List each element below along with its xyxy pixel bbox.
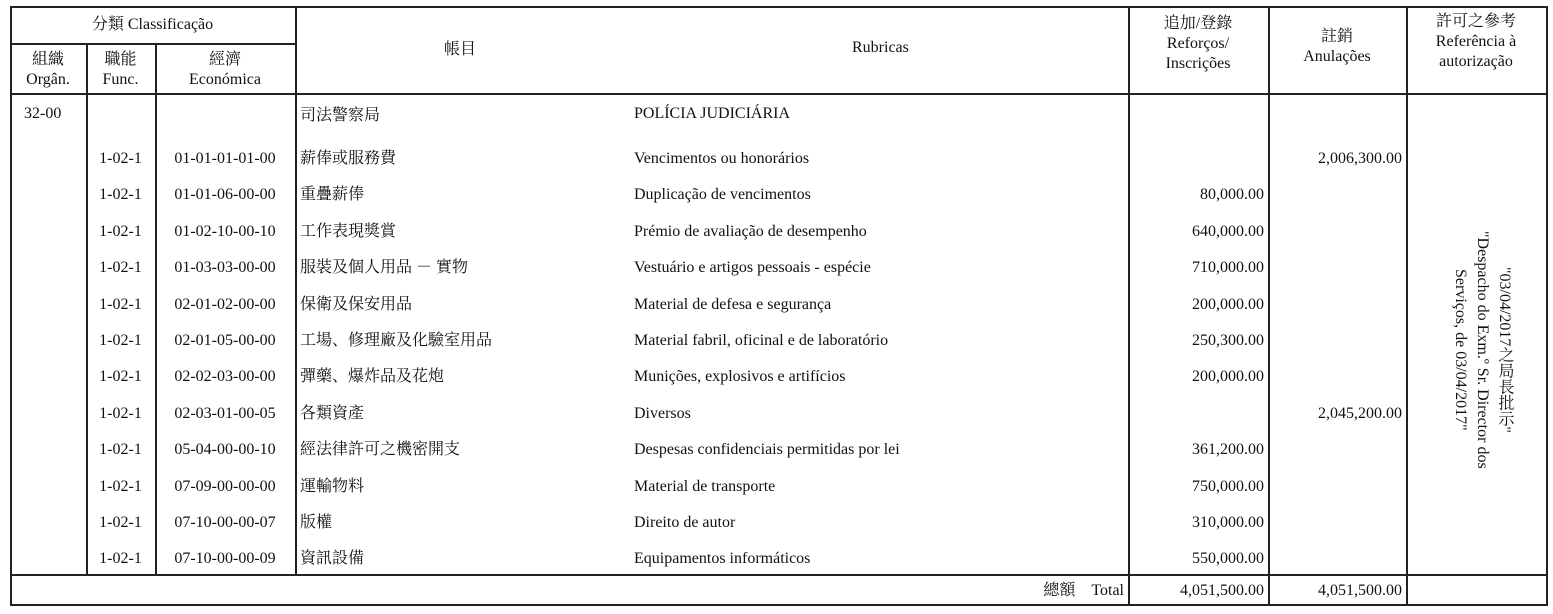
rule-top [10,6,1548,8]
cell-reforco: 361,200.00 [1192,441,1264,458]
cell-reforco: 750,000.00 [1192,478,1264,495]
cell-reforco: 310,000.00 [1192,514,1264,531]
cell-item-zh: 各類資產 [300,405,365,422]
cell-functional: 1-02-1 [99,150,142,167]
header-rubricas: Rubricas [852,39,909,56]
authorization-ref-line-2: "Despacho do Exm.º Sr. Director dos [1474,231,1491,469]
cell-functional: 1-02-1 [99,441,142,458]
col-sep-anulacoes [1406,6,1408,605]
cell-reforco: 250,300.00 [1192,332,1264,349]
cell-anulacao: 2,006,300.00 [1318,150,1402,167]
cell-rubrica-pt: Material fabril, oficinal e de laboratório [634,332,889,349]
cell-economic: 01-02-10-00-10 [174,223,276,240]
cell-economic: 01-01-01-01-00 [174,150,276,167]
cell-economic: 02-01-02-00-00 [174,296,276,313]
cell-functional: 1-02-1 [99,186,142,203]
cell-economic: 02-01-05-00-00 [174,332,276,349]
cell-rubrica-pt: Equipamentos informáticos [634,550,811,567]
cell-reforco: 550,000.00 [1192,550,1264,567]
cell-item-zh: 運輸物料 [300,478,365,495]
header-economic: 經濟 Económica [189,51,261,88]
header-item-zh: 帳目 [444,41,477,58]
cell-rubrica-pt: Prémio de avaliação de desempenho [634,223,867,240]
total-anulacoes: 4,051,500.00 [1318,582,1402,599]
rule-total-top [10,574,1548,576]
cell-reforco: 200,000.00 [1192,296,1264,313]
header-authorization: 許可之參考 Referência à autorização [1435,13,1517,70]
cell-reforco: 200,000.00 [1192,368,1264,385]
cell-item-zh: 薪俸或服務費 [300,150,397,167]
cell-functional: 1-02-1 [99,296,142,313]
rule-header-bottom [10,93,1548,95]
organic-code: 32-00 [24,105,62,122]
authorization-ref-line-1: "03/04/2017之局長批示" [1496,267,1513,433]
cell-economic: 02-03-01-00-05 [174,405,276,422]
col-edge-left [10,6,12,605]
cell-rubrica-pt: Despesas confidenciais permitidas por lei [634,441,900,458]
cell-anulacao: 2,045,200.00 [1318,405,1402,422]
cell-item-zh: 資訊設備 [300,550,365,567]
cell-functional: 1-02-1 [99,550,142,567]
cell-economic: 01-03-03-00-00 [174,259,276,276]
cell-economic: 07-10-00-00-07 [174,514,276,531]
cell-rubrica-pt: Material de transporte [634,478,776,495]
cell-item-zh: 工場、修理廠及化驗室用品 [300,332,493,349]
cell-item-zh: 重疊薪俸 [300,186,365,203]
cell-item-zh: 版權 [300,514,333,531]
department-name-pt: POLÍCIA JUDICIÁRIA [634,105,790,122]
cell-rubrica-pt: Munições, explosivos e artifícios [634,368,846,385]
department-name-zh: 司法警察局 [300,107,381,124]
header-organic: 組織 Orgân. [26,51,70,88]
cell-functional: 1-02-1 [99,368,142,385]
cell-item-zh: 服裝及個人用品 － 實物 [300,259,469,276]
cell-rubrica-pt: Vencimentos ou honorários [634,150,810,167]
cell-economic: 07-10-00-00-09 [174,550,276,567]
col-sep-reforcos [1268,6,1270,605]
rule-bottom [10,604,1548,606]
cell-item-zh: 彈藥、爆炸品及花炮 [300,368,445,385]
header-classification: 分類 Classificação [91,16,214,33]
cell-rubrica-pt: Material de defesa e segurança [634,296,832,313]
cell-rubrica-pt: Duplicação de vencimentos [634,186,811,203]
cell-functional: 1-02-1 [99,259,142,276]
cell-reforco: 710,000.00 [1192,259,1264,276]
header-reinforcements: 追加/登錄 Reforços/ Inscrições [1163,15,1233,72]
cell-functional: 1-02-1 [99,478,142,495]
total-reforcos: 4,051,500.00 [1180,582,1264,599]
cell-rubrica-pt: Direito de autor [634,514,736,531]
cell-functional: 1-02-1 [99,223,142,240]
cell-functional: 1-02-1 [99,332,142,349]
cell-functional: 1-02-1 [99,514,142,531]
cell-rubrica-pt: Vestuário e artigos pessoais - espécie [634,259,871,276]
cell-functional: 1-02-1 [99,405,142,422]
total-label: 總額 Total [1043,582,1124,599]
cell-item-zh: 經法律許可之機密開支 [300,441,461,458]
header-functional: 職能 Func. [102,51,139,88]
cell-item-zh: 工作表現獎賞 [300,223,397,240]
cell-reforco: 80,000.00 [1200,186,1264,203]
cell-reforco: 640,000.00 [1192,223,1264,240]
cell-item-zh: 保衛及保安用品 [300,296,413,313]
col-sep-economic [295,6,297,575]
authorization-ref-line-3: Serviços, de 03/04/2017" [1452,269,1469,431]
cell-economic: 02-02-03-00-00 [174,368,276,385]
cell-economic: 05-04-00-00-10 [174,441,276,458]
authorization-reference [1410,180,1553,520]
cell-economic: 07-09-00-00-00 [174,478,276,495]
rule-classification [10,43,295,45]
cell-economic: 01-01-06-00-00 [174,186,276,203]
cell-rubrica-pt: Diversos [634,405,691,422]
header-cancellations: 註銷 Anulações [1303,28,1371,65]
